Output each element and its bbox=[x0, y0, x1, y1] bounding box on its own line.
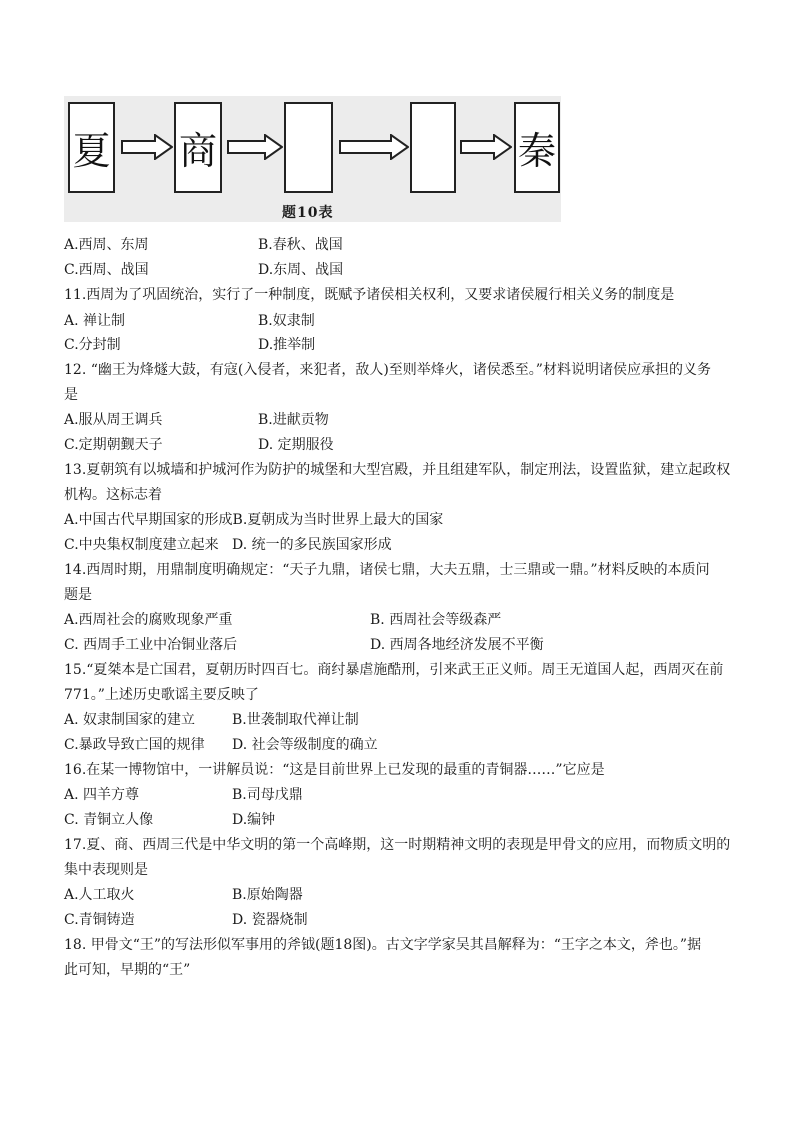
q17-option-b: B.原始陶器 bbox=[232, 887, 303, 903]
q13-option-d: D. 统一的多民族国家形成 bbox=[232, 537, 392, 553]
q18-stem-line1: 18. 甲骨文“王”的写法形似军事用的斧钺(题18图)。古文字学家吴其昌解释为：“王字之本文，斧也。”据 bbox=[64, 937, 702, 953]
q11-option-c: C.分封制 bbox=[64, 337, 121, 353]
q17-option-d: D. 瓷器烧制 bbox=[232, 912, 308, 928]
arrow-right-icon bbox=[339, 134, 409, 160]
q18-stem-line2: 此可知，早期的“王” bbox=[64, 962, 191, 978]
q12-option-d: D. 定期服役 bbox=[258, 437, 334, 453]
q15-option-c: C.暴政导致亡国的规律 bbox=[64, 737, 205, 753]
q15-stem-line2: 771。”上述历史歌谣主要反映了 bbox=[64, 687, 259, 703]
q11-option-b: B.奴隶制 bbox=[258, 313, 315, 329]
dynasty-sequence-figure bbox=[64, 96, 561, 222]
box-shang: 商 bbox=[174, 102, 222, 193]
q16-option-b: B.司母戊鼎 bbox=[232, 787, 303, 803]
q12-option-c: C.定期朝觐天子 bbox=[64, 437, 163, 453]
q16-stem: 16.在某一博物馆中，一讲解员说：“这是目前世界上已发现的最重的青铜器……”它应是 bbox=[64, 762, 605, 778]
q16-option-a: A. 四羊方尊 bbox=[64, 787, 140, 803]
box-xia: 夏 bbox=[68, 102, 115, 193]
q15-option-b: B.世袭制取代禅让制 bbox=[232, 712, 359, 728]
q13-stem-line1: 13.夏朝筑有以城墙和护城河作为防护的城堡和大型宫殿，并且组建军队，制定刑法，设置监狱，建立起政权 bbox=[64, 462, 731, 478]
q13-option-ab: A.中国古代早期国家的形成B.夏朝成为当时世界上最大的国家 bbox=[64, 512, 444, 528]
q10-option-b: B.春秋、战国 bbox=[258, 237, 343, 253]
q13-stem-line2: 机构。这标志着 bbox=[64, 487, 162, 503]
box-qin: 秦 bbox=[514, 102, 560, 193]
arrow-right-icon bbox=[121, 134, 173, 160]
q15-option-d: D. 社会等级制度的确立 bbox=[232, 737, 378, 753]
q10-option-c: C.西周、战国 bbox=[64, 262, 149, 278]
q17-stem-line1: 17.夏、商、西周三代是中华文明的第一个高峰期，这一时期精神文明的表现是甲骨文的应用，而物质文明的 bbox=[64, 837, 731, 853]
q11-option-a: A. 禅让制 bbox=[64, 313, 126, 329]
q14-stem-line1: 14.西周时期，用鼎制度明确规定：“天子九鼎，诸侯七鼎，大夫五鼎，士三鼎或一鼎。”材料反映的本质问 bbox=[64, 562, 710, 578]
q16-option-d: D.编钟 bbox=[232, 812, 276, 828]
q17-option-c: C.青铜铸造 bbox=[64, 912, 135, 928]
q11-option-d: D.推举制 bbox=[258, 337, 316, 353]
q15-option-a: A. 奴隶制国家的建立 bbox=[64, 712, 196, 728]
q14-stem-line2: 题是 bbox=[64, 587, 92, 603]
q16-option-c: C. 青铜立人像 bbox=[64, 812, 154, 828]
figure-caption: 题10表 bbox=[282, 205, 334, 221]
q14-option-c: C. 西周手工业中冶铜业落后 bbox=[64, 637, 238, 653]
q14-option-d: D. 西周各地经济发展不平衡 bbox=[370, 637, 544, 653]
q12-option-b: B.进献贡物 bbox=[258, 412, 329, 428]
q11-stem: 11.西周为了巩固统治，实行了一种制度，既赋予诸侯相关权利，又要求诸侯履行相关义务的制度是 bbox=[64, 287, 675, 303]
q10-option-d: D.东周、战国 bbox=[258, 262, 344, 278]
q12-option-a: A.服从周王调兵 bbox=[64, 412, 163, 428]
arrow-right-icon bbox=[227, 134, 283, 160]
q14-option-b: B. 西周社会等级森严 bbox=[370, 612, 502, 628]
box-blank-1 bbox=[284, 102, 333, 193]
arrow-right-icon bbox=[460, 134, 512, 160]
q17-option-a: A.人工取火 bbox=[64, 887, 135, 903]
q10-option-a: A.西周、东周 bbox=[64, 237, 149, 253]
box-blank-2 bbox=[410, 102, 456, 193]
q14-option-a: A.西周社会的腐败现象严重 bbox=[64, 612, 233, 628]
q13-option-c: C.中央集权制度建立起来 bbox=[64, 537, 219, 553]
q12-stem-line1: 12. “幽王为烽燧大鼓，有寇(入侵者，来犯者，敌人)至则举烽火，诸侯悉至。”材料说明诸侯应承担的义务 bbox=[64, 362, 711, 378]
q15-stem-line1: 15.“夏桀本是亡国君，夏朝历时四百七。商纣暴虐施酷刑，引来武王正义师。周王无道国人起，西周灭在前 bbox=[64, 662, 724, 678]
q12-stem-line2: 是 bbox=[64, 387, 78, 403]
q17-stem-line2: 集中表现则是 bbox=[64, 862, 148, 878]
